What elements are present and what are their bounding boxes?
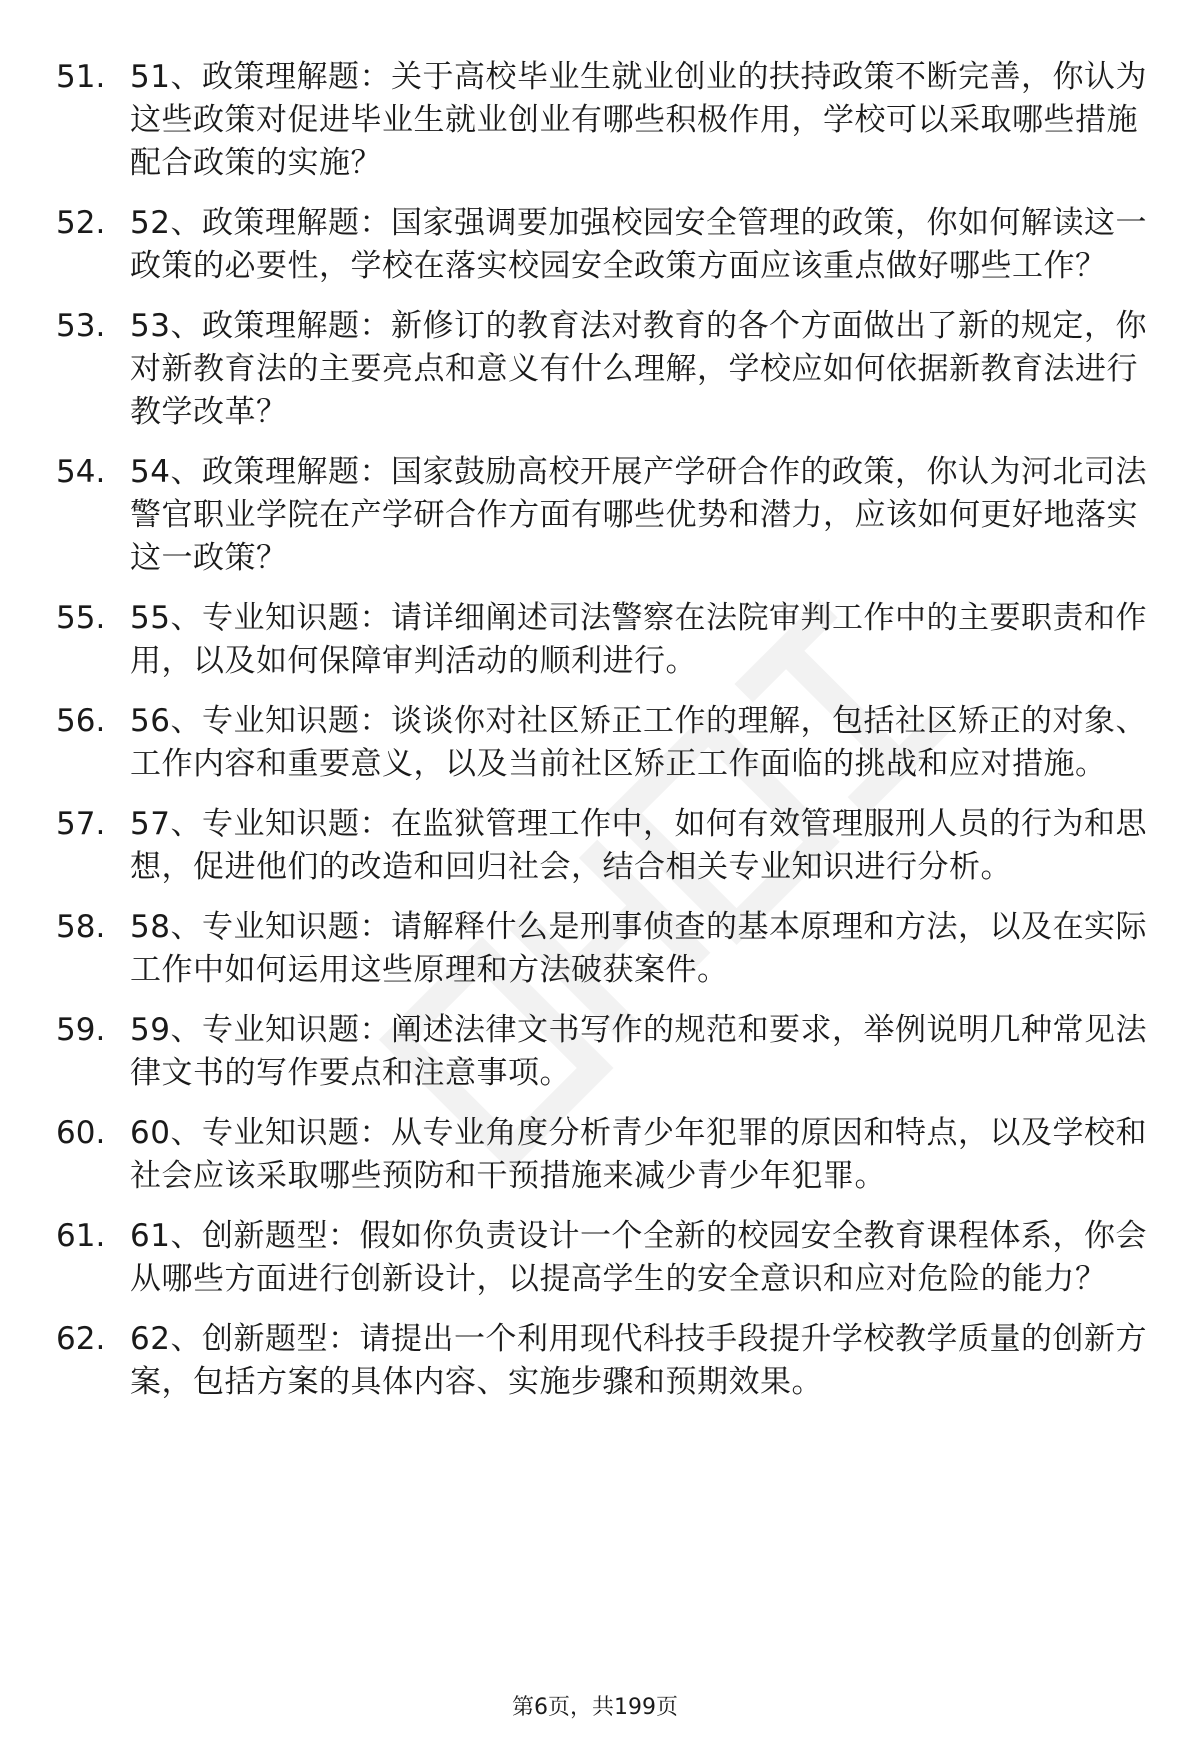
item-text: 56、专业知识题：谈谈你对社区矫正工作的理解，包括社区矫正的对象、工作内容和重要意义，以及当前社区矫正工作面临的挑战和应对措施。: [130, 703, 1147, 782]
list-item: [56, 597, 1158, 683]
item-text: 55、专业知识题：请详细阐述司法警察在法院审判工作中的主要职责和作用，以及如何保障审判活动的顺利进行。: [130, 600, 1147, 679]
list-item: [56, 56, 1158, 185]
item-number: 55.: [56, 600, 106, 636]
list-item: [56, 700, 1158, 786]
item-number: 57.: [56, 806, 106, 842]
item-text: 54、政策理解题：国家鼓励高校开展产学研合作的政策，你认为河北司法警官职业学院在产学研合作方面有哪些优势和潜力，应该如何更好地落实这一政策？: [130, 454, 1147, 576]
item-text: 51、政策理解题：关于高校毕业生就业创业的扶持政策不断完善，你认为这些政策对促进毕业生就业创业有哪些积极作用，学校可以采取哪些措施配合政策的实施？: [130, 59, 1147, 181]
page-footer: 第6页，共199页: [512, 1695, 678, 1720]
item-number: 59.: [56, 1012, 106, 1048]
item-text: 57、专业知识题：在监狱管理工作中，如何有效管理服刑人员的行为和思想，促进他们的改造和回归社会，结合相关专业知识进行分析。: [130, 806, 1147, 885]
item-number: 61.: [56, 1218, 106, 1254]
list-item: [56, 305, 1158, 434]
item-number: 52.: [56, 205, 106, 241]
item-text: 59、专业知识题：阐述法律文书写作的规范和要求，举例说明几种常见法律文书的写作要点和注意事项。: [130, 1012, 1147, 1091]
item-number: 51.: [56, 59, 106, 95]
list-item: [56, 803, 1158, 889]
list-item: [56, 1009, 1158, 1095]
list-item: [56, 1112, 1158, 1198]
item-text: 61、创新题型：假如你负责设计一个全新的校园安全教育课程体系，你会从哪些方面进行创新设计，以提高学生的安全意识和应对危险的能力？: [130, 1218, 1147, 1297]
item-text: 60、专业知识题：从专业角度分析青少年犯罪的原因和特点，以及学校和社会应该采取哪些预防和干预措施来减少青少年犯罪。: [130, 1115, 1147, 1194]
item-text: 58、专业知识题：请解释什么是刑事侦查的基本原理和方法，以及在实际工作中如何运用这些原理和方法破获案件。: [130, 909, 1147, 988]
item-text: 53、政策理解题：新修订的教育法对教育的各个方面做出了新的规定，你对新教育法的主要亮点和意义有什么理解，学校应如何依据新教育法进行教学改革？: [130, 308, 1147, 430]
question-list: [56, 56, 1158, 1421]
item-number: 53.: [56, 308, 106, 344]
item-text: 52、政策理解题：国家强调要加强校园安全管理的政策，你如何解读这一政策的必要性，学校在落实校园安全政策方面应该重点做好哪些工作？: [130, 205, 1147, 284]
list-item: [56, 1318, 1158, 1404]
item-number: 60.: [56, 1115, 106, 1151]
item-number: 58.: [56, 909, 106, 945]
item-number: 56.: [56, 703, 106, 739]
item-number: 62.: [56, 1321, 106, 1357]
item-text: 62、创新题型：请提出一个利用现代科技手段提升学校教学质量的创新方案，包括方案的具体内容、实施步骤和预期效果。: [130, 1321, 1147, 1400]
item-number: 54.: [56, 454, 106, 490]
list-item: [56, 202, 1158, 288]
list-item: [56, 1215, 1158, 1301]
list-item: [56, 906, 1158, 992]
list-item: [56, 451, 1158, 580]
